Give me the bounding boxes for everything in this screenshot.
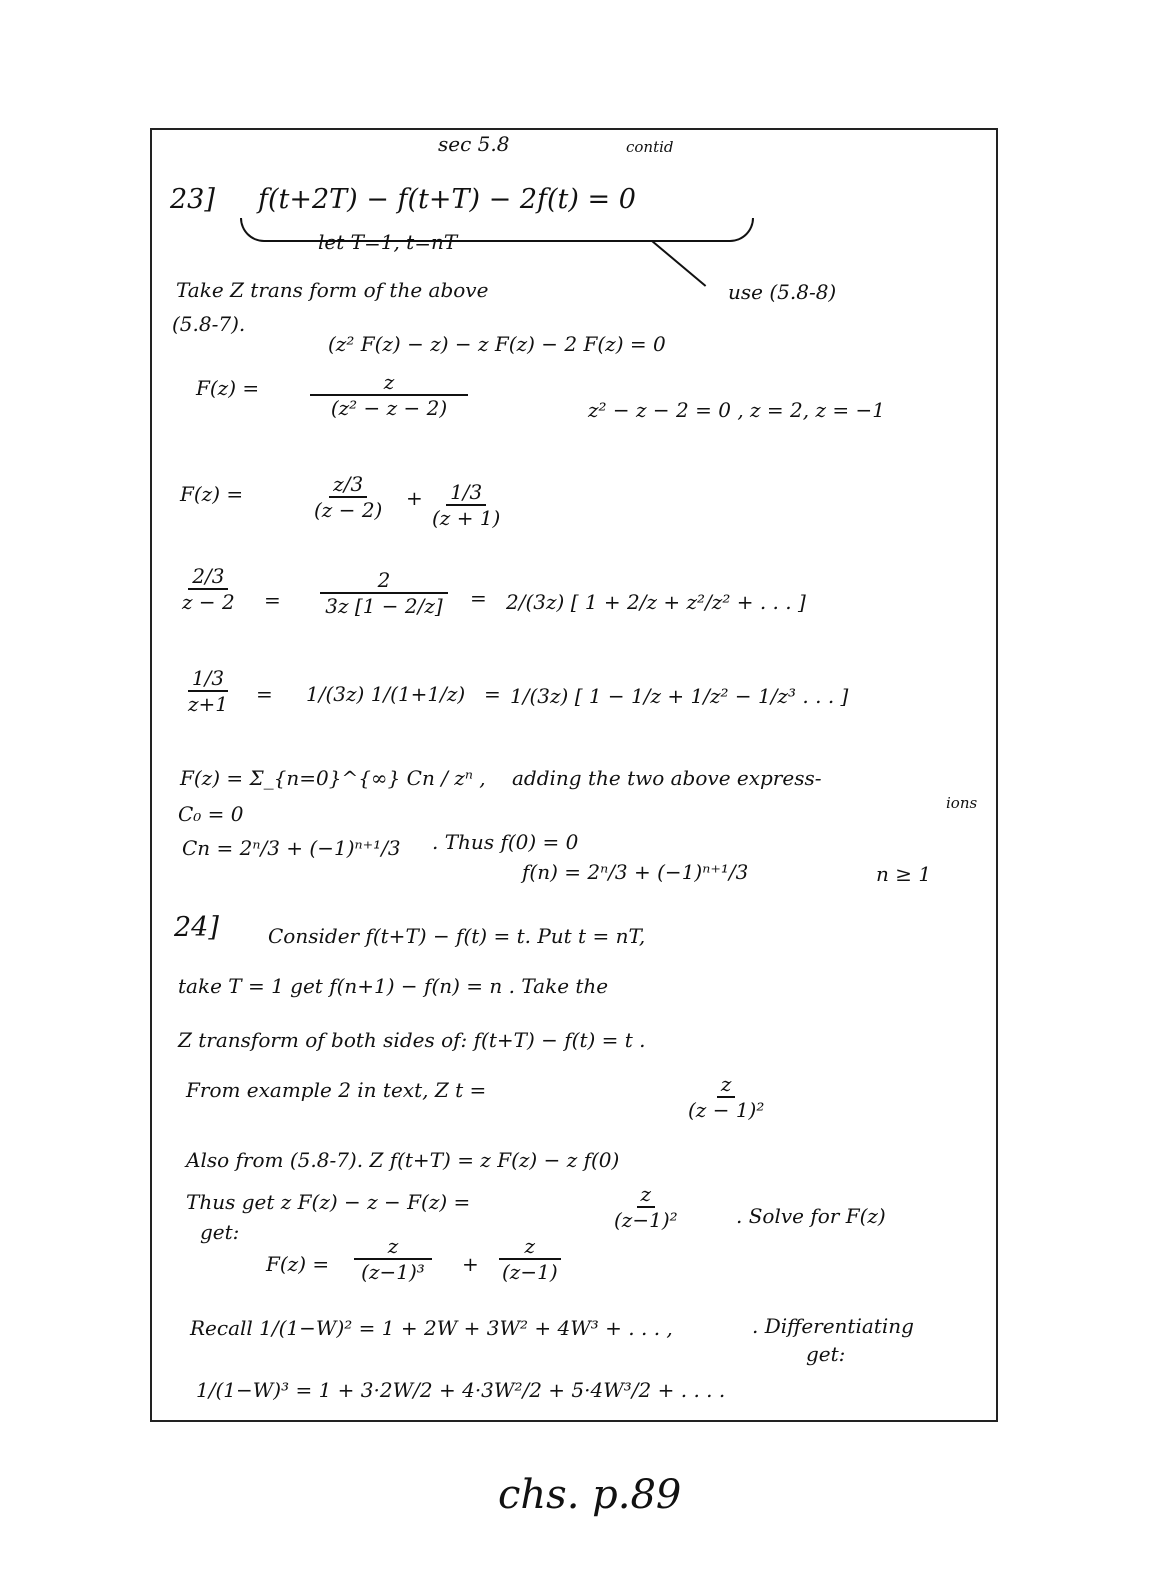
Fz-numerator: z [310, 372, 468, 396]
series1-lhs-den: z − 2 [182, 590, 235, 614]
p24-line-3: Z transform of both sides of: f(t+T) − f(t) = t . [178, 1028, 646, 1052]
series1-eq1: = [264, 588, 281, 612]
series2-lhs [180, 668, 236, 714]
fn-formula: f(n) = 2ⁿ/3 + (−1)ⁿ⁺¹/3 [522, 860, 749, 884]
pf2-denominator: (z + 1) [432, 506, 501, 530]
cn-formula: Cn = 2ⁿ/3 + (−1)ⁿ⁺¹/3 [182, 836, 401, 860]
differentiating-get: get: [806, 1342, 846, 1366]
series2-lhs-num: 1/3 [188, 668, 228, 692]
p24-line-5: Also from (5.8-7). Z f(t+T) = z F(z) − z f(0) [186, 1148, 620, 1172]
partial-fraction-lhs: F(z) = [180, 482, 244, 506]
characteristic-roots: z² − z − 2 = 0 , z = 2, z = −1 [588, 398, 885, 422]
series2-eq1: = [256, 682, 273, 706]
series2-eq2: = [484, 682, 501, 706]
Fz-lhs: F(z) = [196, 376, 260, 400]
z-domain-equation: (z² F(z) − z) − z F(z) − 2 F(z) = 0 [328, 332, 666, 356]
p24-line-6-den: (z−1)² [614, 1208, 678, 1232]
z-of-t-num: z [717, 1074, 736, 1098]
Fz-result-plus: + [462, 1252, 479, 1276]
series1-lhs [174, 566, 243, 612]
sum-text-continued: ions [946, 794, 978, 812]
Fz-denominator: (z² − z − 2) [330, 396, 448, 420]
Fz-result-term2 [494, 1236, 566, 1282]
sum-text: adding the two above express- [512, 766, 822, 790]
problem-24-number: 24] [174, 912, 219, 943]
p24-line-6-fraction [606, 1184, 686, 1230]
pf1-numerator: z/3 [329, 474, 367, 498]
pf2-numerator: 1/3 [446, 482, 486, 506]
series2-mid: 1/(3z) 1/(1+1/z) [306, 682, 466, 706]
partial-fraction-2 [424, 482, 508, 528]
series1-mid-num: 2 [320, 570, 448, 594]
Fz-result-term1-den: (z−1)³ [361, 1260, 425, 1284]
contd-label: contid [626, 138, 674, 156]
Fz-result-term1-num: z [354, 1236, 432, 1260]
pf-plus-sign: + [406, 486, 423, 510]
z-of-t-fraction [680, 1074, 772, 1120]
series1-eq2: = [470, 586, 487, 610]
p24-line-6: Thus get z F(z) − z − F(z) = [186, 1190, 471, 1214]
Fz-result-term1 [350, 1236, 436, 1282]
equation-reference: (5.8-7). [172, 312, 246, 336]
p24-line-2: take T = 1 get f(n+1) − f(n) = n . Take the [178, 974, 609, 998]
Fz-result-term2-num: z [499, 1236, 561, 1260]
pf1-denominator: (z − 2) [314, 498, 383, 522]
c0-value: C₀ = 0 [178, 802, 244, 826]
differentiating-label: . Differentiating [752, 1314, 914, 1338]
Fz-result-lhs: F(z) = [266, 1252, 330, 1276]
let-substitution: let T=1, t=nT [318, 230, 458, 254]
n-condition: n ≥ 1 [876, 862, 932, 886]
p24-line-4: From example 2 in text, Z t = [186, 1078, 487, 1102]
take-z-transform: Take Z trans form of the above [176, 278, 489, 302]
series1-lhs-num: 2/3 [188, 566, 228, 590]
p24-get-label: get: [200, 1220, 240, 1244]
series1-rhs: 2/(3z) [ 1 + 2/z + z²/z² + . . . ] [506, 590, 806, 614]
Fz-result-term2-den: (z−1) [502, 1260, 558, 1284]
p24-line-6-num: z [637, 1184, 656, 1208]
series2-lhs-den: z+1 [188, 692, 229, 716]
sum-expression: F(z) = Σ_{n=0}^{∞} Cn / zⁿ , [180, 766, 486, 790]
recall-series: Recall 1/(1−W)² = 1 + 2W + 3W² + 4W³ + . . . , [190, 1316, 673, 1340]
series2-rhs: 1/(3z) [ 1 − 1/z + 1/z² − 1/z³ . . . ] [510, 684, 849, 708]
thus-f0: . Thus f(0) = 0 [432, 830, 579, 854]
series1-mid [316, 570, 452, 616]
page-footer: chs. p.89 [498, 1472, 682, 1518]
derivative-series: 1/(1−W)³ = 1 + 3·2W/2 + 4·3W²/2 + 5·4W³/2 + . . . . [196, 1378, 726, 1402]
problem-23-equation: f(t+2T) − f(t+T) − 2f(t) = 0 [258, 184, 636, 215]
problem-23-number: 23] [170, 184, 215, 215]
Fz-fraction [310, 372, 468, 418]
use-reference: use (5.8-8) [728, 280, 837, 304]
p24-line-1: Consider f(t+T) − f(t) = t. Put t = nT, [268, 924, 646, 948]
z-of-t-den: (z − 1)² [688, 1098, 765, 1122]
section-label: sec 5.8 [438, 132, 510, 156]
p24-line-6-tail: . Solve for F(z) [736, 1204, 886, 1228]
series1-mid-den: 3z [1 − 2/z] [325, 594, 443, 618]
partial-fraction-1 [306, 474, 390, 520]
